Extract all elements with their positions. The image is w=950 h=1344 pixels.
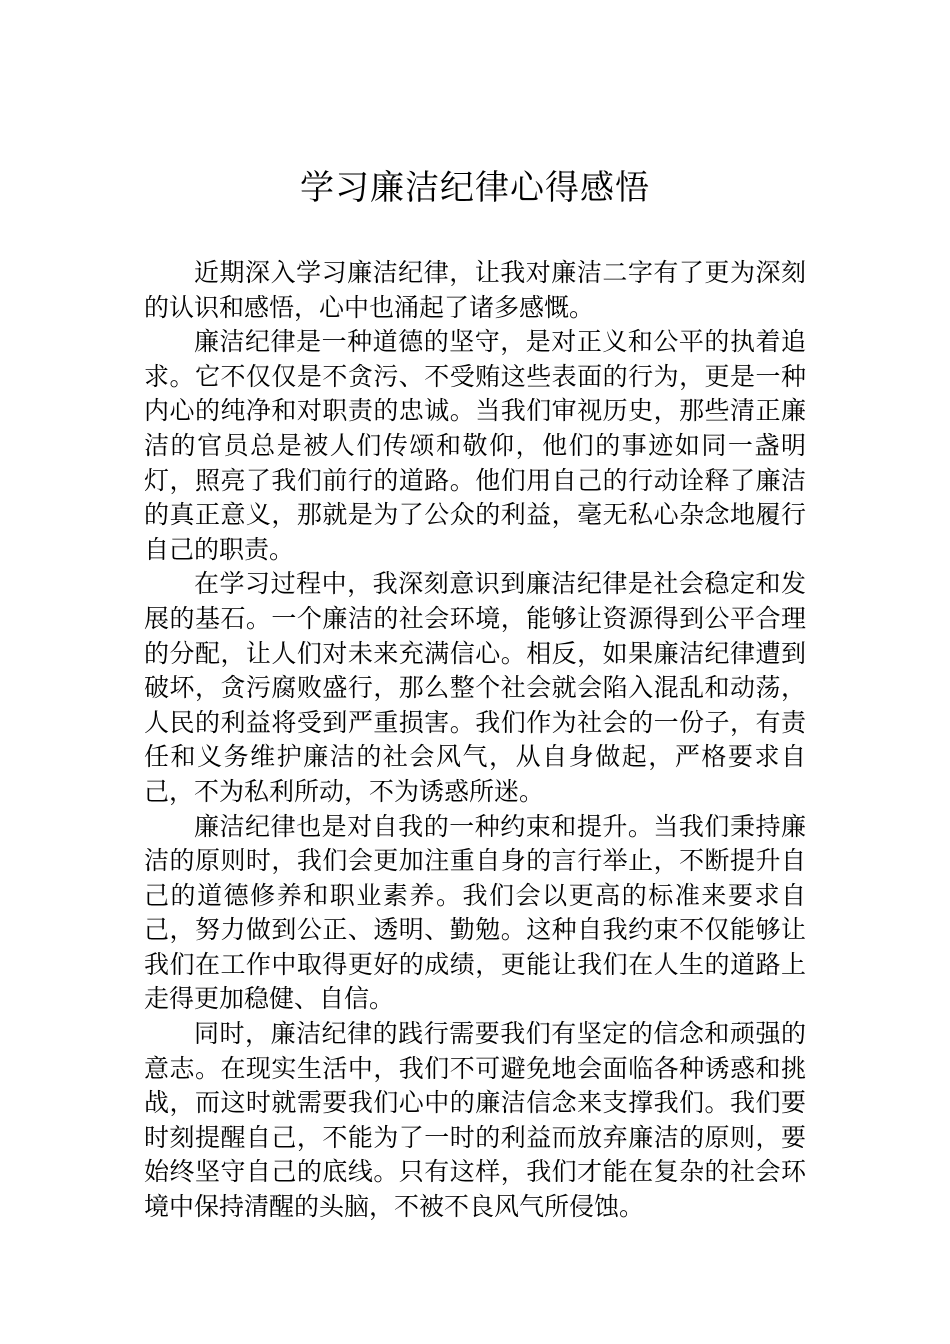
paragraph-4: 廉洁纪律也是对自我的一种约束和提升。当我们秉持廉洁的原则时，我们会更加注重自身的言行举止，不断提升自己的道德修养和职业素养。我们会以更高的标准来要求自己，努力做到公正、透明、勤勉。这种自我约束不仅能够让我们在工作中取得更好的成绩，更能让我们在人生的道路上走得更加稳健、自信。 [144, 811, 806, 1014]
paragraph-5: 同时，廉洁纪律的践行需要我们有坚定的信念和顽强的意志。在现实生活中，我们不可避免地会面临各种诱惑和挑战，而这时就需要我们心中的廉洁信念来支撑我们。我们要时刻提醒自己，不能为了一时的利益而放弃廉洁的原则，要始终坚守自己的底线。只有这样，我们才能在复杂的社会环境中保持清醒的头脑，不被不良风气所侵蚀。 [144, 1019, 806, 1222]
paragraph-1: 近期深入学习廉洁纪律，让我对廉洁二字有了更为深刻的认识和感悟，心中也涌起了诸多感慨。 [144, 258, 806, 322]
paragraph-2: 廉洁纪律是一种道德的坚守，是对正义和公平的执着追求。它不仅仅是不贪污、不受贿这些表面的行为，更是一种内心的纯净和对职责的忠诚。当我们审视历史，那些清正廉洁的官员总是被人们传颂和敬仰，他们的事迹如同一盏明灯，照亮了我们前行的道路。他们用自己的行动诠释了廉洁的真正意义，那就是为了公众的利益，毫无私心杂念地履行自己的职责。 [144, 327, 806, 564]
paragraph-3: 在学习过程中，我深刻意识到廉洁纪律是社会稳定和发展的基石。一个廉洁的社会环境，能够让资源得到公平合理的分配，让人们对未来充满信心。相反，如果廉洁纪律遭到破坏，贪污腐败盛行，那么整个社会就会陷入混乱和动荡，人民的利益将受到严重损害。我们作为社会的一份子，有责任和义务维护廉洁的社会风气，从自身做起，严格要求自己，不为私利所动，不为诱惑所迷。 [144, 569, 806, 806]
document-body [144, 256, 806, 1225]
document-title: 学习廉洁纪律心得感悟 [300, 168, 650, 208]
